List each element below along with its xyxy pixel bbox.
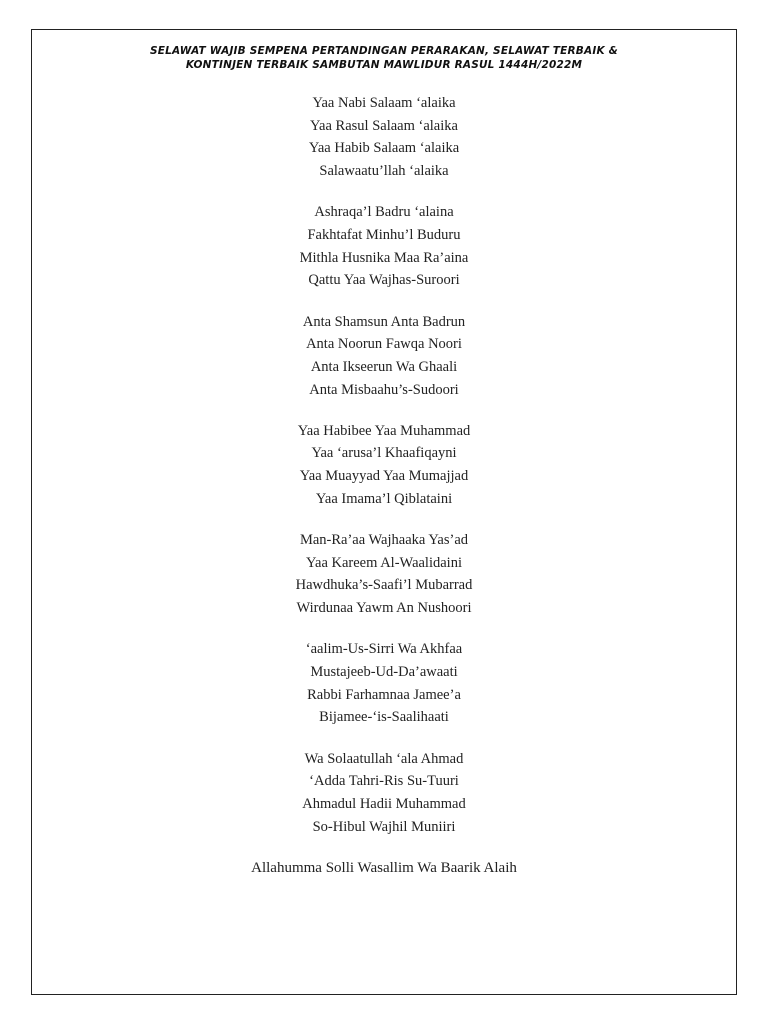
poem-line: Yaa Rasul Salaam ‘alaika (310, 117, 458, 134)
poem-line: Yaa Habib Salaam ‘alaika (308, 140, 460, 157)
poem-line: Yaa Kareem Al-Waalidaini (305, 554, 462, 571)
stanza-6 (32, 638, 736, 729)
poem-line: Yaa Nabi Salaam ‘alaika (312, 95, 456, 111)
poem-line: Wirdunaa Yawm An Nushoori (296, 600, 472, 617)
poem-line: Qattu Yaa Wajhas-Suroori (308, 272, 460, 289)
title-line-1: SELAWAT WAJIB SEMPENA PERTANDINGAN PERARAKAN, SELAWAT TERBAIK & (149, 45, 618, 57)
document-title (32, 44, 736, 72)
poem-line: Man-Ra’aa Wajhaaka Yas’ad (299, 532, 469, 548)
title-line-2: KONTINJEN TERBAIK SAMBUTAN MAWLIDUR RASUL 1444H/2022M (185, 59, 583, 71)
poem-line: Mithla Husnika Maa Ra’aina (299, 249, 469, 266)
poem-line: Yaa Imama’l Qiblataini (315, 490, 453, 507)
closing-line: Allahumma Solli Wasallim Wa Baarik Alaih (251, 859, 517, 876)
poem-line: ‘aalim-Us-Sirri Wa Akhfaa (305, 641, 463, 658)
poem-line: Anta Noorun Fawqa Noori (306, 336, 462, 353)
stanza-2 (32, 201, 736, 292)
poem-line: Anta Ikseerun Wa Ghaali (310, 358, 458, 375)
poem-line: Yaa ‘arusa’l Khaafiqayni (311, 445, 457, 462)
poem-line: Anta Misbaahu’s-Sudoori (309, 381, 459, 398)
poem-line: Salawaatu’llah ‘alaika (319, 163, 449, 180)
poem-line: Hawdhuka’s-Saafi’l Mubarrad (295, 577, 473, 594)
poem-line: Ashraqa’l Badru ‘alaina (314, 204, 454, 221)
poem-line: Mustajeeb-Ud-Da’awaati (310, 663, 458, 680)
poem-line: Wa Solaatullah ‘ala Ahmad (304, 750, 464, 767)
poem-line: So-Hibul Wajhil Muniiri (312, 818, 456, 835)
poem-line: Anta Shamsun Anta Badrun (302, 313, 466, 330)
stanza-1 (32, 92, 736, 183)
poem-line: Fakhtafat Minhu’l Buduru (307, 226, 461, 243)
poem-body (32, 92, 736, 879)
poem-line: Bijamee-‘is-Saalihaati (319, 709, 449, 726)
poem-line: Ahmadul Hadii Muhammad (302, 795, 466, 812)
poem-line: Yaa Habibee Yaa Muhammad (297, 422, 471, 439)
poem-line: Rabbi Farhamnaa Jamee’a (307, 686, 461, 703)
poem-line: ‘Adda Tahri-Ris Su-Tuuri (309, 773, 459, 790)
stanza-3 (32, 311, 736, 402)
document-page (31, 29, 737, 995)
stanza-4 (32, 420, 736, 511)
poem-line: Yaa Muayyad Yaa Mumajjad (299, 468, 469, 485)
stanza-7 (32, 748, 736, 839)
stanza-5 (32, 529, 736, 620)
